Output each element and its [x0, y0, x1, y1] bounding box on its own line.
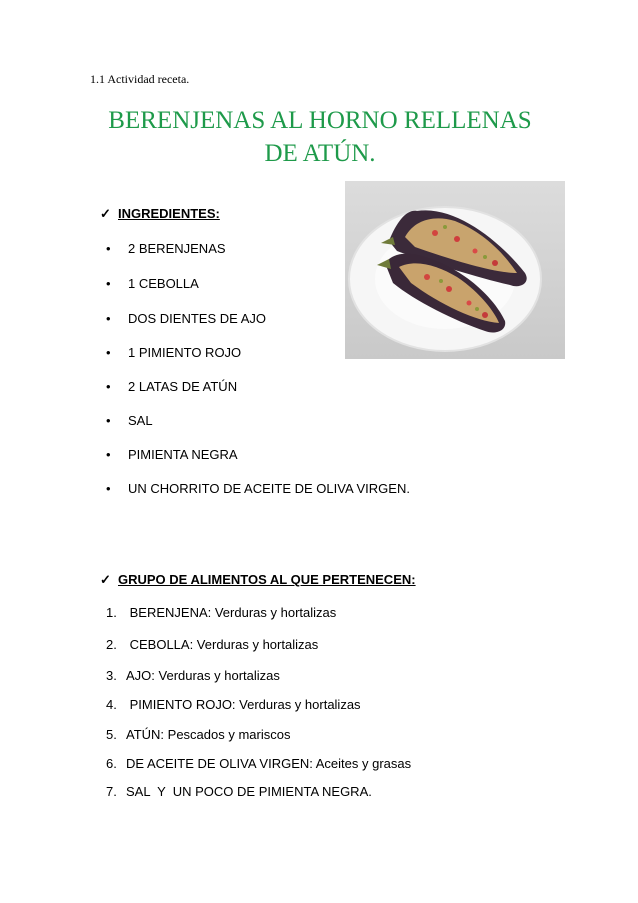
- item-number: 3.: [106, 668, 117, 683]
- list-item: [106, 379, 237, 394]
- checkmark-icon: ✓: [100, 572, 111, 587]
- item-number: 7.: [106, 784, 117, 799]
- ingredients-header: [100, 206, 220, 222]
- food-group-label: CEBOLLA: Verduras y hortalizas: [126, 637, 319, 652]
- bullet-icon: •: [106, 345, 111, 360]
- list-item: [106, 447, 238, 462]
- activity-heading: 1.1 Actividad receta.: [90, 72, 190, 86]
- bullet-icon: •: [106, 379, 111, 394]
- food-group-label: AJO: Verduras y hortalizas: [126, 668, 280, 683]
- list-item: [106, 413, 153, 428]
- item-number: 4.: [106, 697, 117, 712]
- food-group-label: ATÚN: Pescados y mariscos: [126, 727, 291, 742]
- item-number: 6.: [106, 756, 117, 771]
- checkmark-icon: ✓: [100, 206, 111, 221]
- bullet-icon: •: [106, 276, 111, 291]
- food-groups-header: [100, 572, 416, 588]
- recipe-title: [90, 104, 550, 170]
- food-group-label: DE ACEITE DE OLIVA VIRGEN: Aceites y grasas: [126, 756, 412, 771]
- item-number: 1.: [106, 605, 117, 620]
- list-item: [106, 697, 361, 712]
- item-number: 5.: [106, 727, 117, 742]
- recipe-title-line-2: DE ATÚN.: [264, 140, 376, 167]
- ingredient-label: DOS DIENTES DE AJO: [128, 311, 266, 326]
- bullet-icon: •: [106, 241, 111, 256]
- list-item: [106, 345, 241, 360]
- list-item: [106, 727, 290, 742]
- list-item: [106, 637, 318, 652]
- bullet-icon: •: [106, 413, 111, 428]
- ingredients-header-label: INGREDIENTES:: [118, 206, 220, 221]
- ingredient-label: SAL: [128, 413, 153, 428]
- bullet-icon: •: [106, 481, 111, 496]
- list-item: [106, 784, 372, 799]
- food-group-label: BERENJENA: Verduras y hortalizas: [126, 605, 337, 620]
- ingredient-label: 1 PIMIENTO ROJO: [128, 345, 242, 360]
- stuffed-eggplant-photo: [345, 181, 565, 359]
- bullet-icon: •: [106, 447, 111, 462]
- ingredient-label: 2 LATAS DE ATÚN: [128, 379, 238, 394]
- list-item: [106, 481, 410, 496]
- ingredient-label: 2 BERENJENAS: [128, 241, 226, 256]
- list-item: [106, 241, 226, 256]
- food-group-label: SAL Y UN POCO DE PIMIENTA NEGRA.: [126, 784, 372, 799]
- list-item: [106, 605, 336, 620]
- ingredient-label: PIMIENTA NEGRA: [128, 447, 238, 462]
- recipe-title-line-1: BERENJENAS AL HORNO RELLENAS: [108, 107, 532, 134]
- list-item: [106, 756, 411, 771]
- list-item: [106, 276, 199, 291]
- food-groups-header-label: GRUPO DE ALIMENTOS AL QUE PERTENECEN:: [118, 572, 416, 587]
- list-item: [106, 668, 280, 683]
- food-group-label: PIMIENTO ROJO: Verduras y hortalizas: [126, 697, 361, 712]
- bullet-icon: •: [106, 311, 111, 326]
- ingredient-label: 1 CEBOLLA: [128, 276, 199, 291]
- item-number: 2.: [106, 637, 117, 652]
- ingredient-label: UN CHORRITO DE ACEITE DE OLIVA VIRGEN.: [128, 481, 410, 496]
- list-item: [106, 311, 266, 326]
